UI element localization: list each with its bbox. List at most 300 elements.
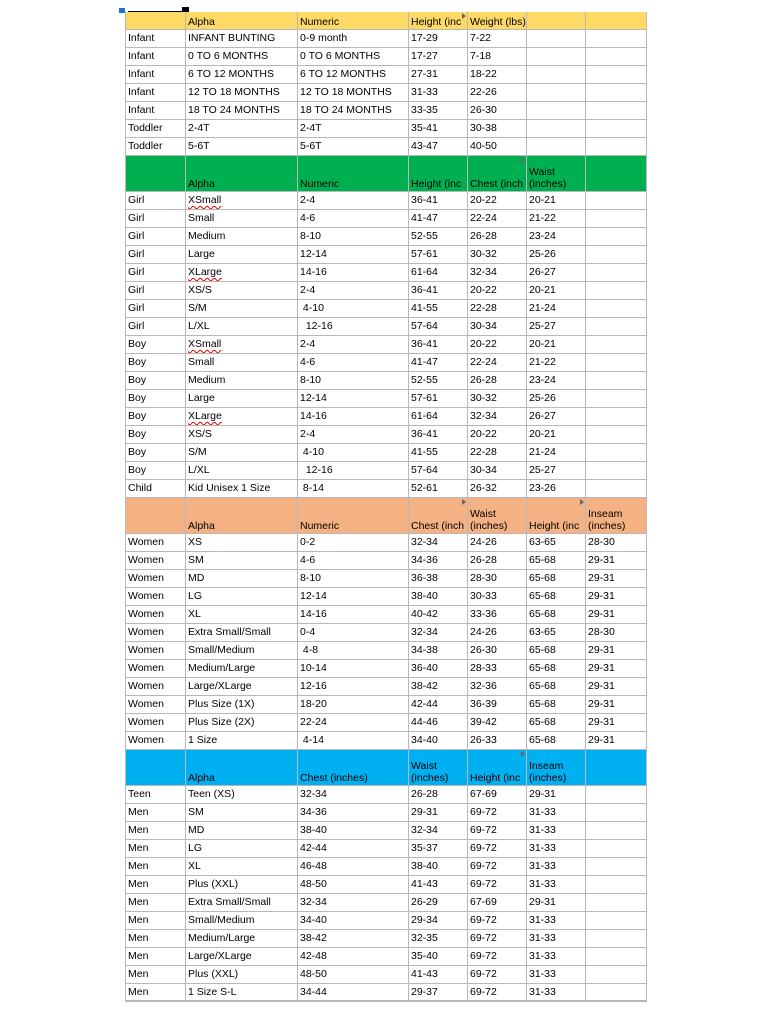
- table-cell[interactable]: [586, 426, 647, 444]
- table-cell[interactable]: XL: [186, 606, 298, 624]
- table-cell[interactable]: 12-16: [298, 462, 409, 480]
- table-cell[interactable]: 69-72: [468, 804, 527, 822]
- table-cell[interactable]: 52-61: [409, 480, 468, 498]
- table-cell[interactable]: 8-10: [298, 228, 409, 246]
- table-cell[interactable]: 42-48: [298, 948, 409, 966]
- table-cell[interactable]: 26-28: [468, 552, 527, 570]
- table-cell[interactable]: 41-43: [409, 966, 468, 984]
- table-cell[interactable]: Teen (XS): [186, 786, 298, 804]
- table-cell[interactable]: XLarge: [186, 264, 298, 282]
- table-cell[interactable]: 31-33: [527, 930, 586, 948]
- table-cell[interactable]: Infant: [125, 84, 186, 102]
- table-cell[interactable]: 2-4T: [186, 120, 298, 138]
- table-cell[interactable]: 20-22: [468, 282, 527, 300]
- table-cell[interactable]: 23-24: [527, 228, 586, 246]
- table-cell[interactable]: 32-34: [409, 822, 468, 840]
- table-cell[interactable]: 24-26: [468, 534, 527, 552]
- table-cell[interactable]: [586, 30, 647, 48]
- table-cell[interactable]: 26-28: [468, 228, 527, 246]
- table-cell[interactable]: 61-64: [409, 408, 468, 426]
- table-cell[interactable]: 34-44: [298, 984, 409, 1002]
- header-cell[interactable]: Waist (inches): [409, 750, 468, 786]
- table-cell[interactable]: 40-50: [468, 138, 527, 156]
- table-cell[interactable]: Men: [125, 948, 186, 966]
- table-cell[interactable]: 26-30: [468, 642, 527, 660]
- table-cell[interactable]: 69-72: [468, 822, 527, 840]
- table-cell[interactable]: Men: [125, 894, 186, 912]
- table-cell[interactable]: 32-34: [409, 534, 468, 552]
- table-cell[interactable]: [586, 786, 647, 804]
- table-cell[interactable]: 29-31: [586, 678, 647, 696]
- table-cell[interactable]: [586, 84, 647, 102]
- table-cell[interactable]: 17-27: [409, 48, 468, 66]
- table-cell[interactable]: 1 Size: [186, 732, 298, 750]
- table-cell[interactable]: Toddler: [125, 138, 186, 156]
- table-cell[interactable]: 2-4: [298, 336, 409, 354]
- table-cell[interactable]: Small/Medium: [186, 642, 298, 660]
- table-cell[interactable]: 31-33: [527, 876, 586, 894]
- header-cell[interactable]: Numeric: [298, 156, 409, 192]
- table-cell[interactable]: 38-42: [409, 678, 468, 696]
- table-cell[interactable]: [586, 246, 647, 264]
- table-cell[interactable]: 65-68: [527, 660, 586, 678]
- table-cell[interactable]: 0 TO 6 MONTHS: [186, 48, 298, 66]
- header-cell[interactable]: Inseam (inches): [527, 750, 586, 786]
- table-cell[interactable]: [527, 84, 586, 102]
- table-cell[interactable]: 23-24: [527, 372, 586, 390]
- table-cell[interactable]: 12-14: [298, 390, 409, 408]
- header-cell[interactable]: Height (inc: [409, 156, 468, 192]
- header-cell[interactable]: Alpha: [186, 750, 298, 786]
- table-cell[interactable]: 29-31: [586, 570, 647, 588]
- table-cell[interactable]: 69-72: [468, 858, 527, 876]
- table-cell[interactable]: 34-40: [298, 912, 409, 930]
- table-cell[interactable]: 65-68: [527, 642, 586, 660]
- table-cell[interactable]: 20-22: [468, 336, 527, 354]
- table-cell[interactable]: [586, 480, 647, 498]
- table-cell[interactable]: [586, 354, 647, 372]
- table-cell[interactable]: 26-28: [468, 372, 527, 390]
- table-cell[interactable]: MD: [186, 570, 298, 588]
- table-cell[interactable]: Girl: [125, 228, 186, 246]
- table-cell[interactable]: [586, 408, 647, 426]
- table-cell[interactable]: 5-6T: [186, 138, 298, 156]
- table-cell[interactable]: Plus (XXL): [186, 966, 298, 984]
- table-cell[interactable]: 38-42: [298, 930, 409, 948]
- table-cell[interactable]: Plus (XXL): [186, 876, 298, 894]
- table-cell[interactable]: 22-24: [468, 210, 527, 228]
- table-cell[interactable]: 1 Size S-L: [186, 984, 298, 1002]
- table-cell[interactable]: Men: [125, 984, 186, 1002]
- table-cell[interactable]: Medium/Large: [186, 930, 298, 948]
- table-cell[interactable]: Boy: [125, 390, 186, 408]
- table-cell[interactable]: 4-6: [298, 210, 409, 228]
- table-cell[interactable]: 57-64: [409, 462, 468, 480]
- table-cell[interactable]: 25-27: [527, 318, 586, 336]
- table-cell[interactable]: [586, 390, 647, 408]
- table-cell[interactable]: 32-34: [298, 786, 409, 804]
- table-cell[interactable]: 41-47: [409, 354, 468, 372]
- table-cell[interactable]: 65-68: [527, 588, 586, 606]
- table-cell[interactable]: XS/S: [186, 282, 298, 300]
- table-cell[interactable]: 7-18: [468, 48, 527, 66]
- table-cell[interactable]: 42-44: [409, 696, 468, 714]
- table-cell[interactable]: 18 TO 24 MONTHS: [298, 102, 409, 120]
- table-cell[interactable]: Boy: [125, 408, 186, 426]
- table-cell[interactable]: 63-65: [527, 534, 586, 552]
- table-cell[interactable]: 69-72: [468, 966, 527, 984]
- table-cell[interactable]: 0-9 month: [298, 30, 409, 48]
- table-cell[interactable]: 65-68: [527, 732, 586, 750]
- table-cell[interactable]: Boy: [125, 354, 186, 372]
- table-cell[interactable]: 28-30: [586, 624, 647, 642]
- table-cell[interactable]: 14-16: [298, 408, 409, 426]
- table-cell[interactable]: Teen: [125, 786, 186, 804]
- table-cell[interactable]: Boy: [125, 336, 186, 354]
- table-cell[interactable]: Men: [125, 966, 186, 984]
- table-cell[interactable]: 41-55: [409, 444, 468, 462]
- table-cell[interactable]: 0-4: [298, 624, 409, 642]
- table-cell[interactable]: 52-55: [409, 228, 468, 246]
- table-cell[interactable]: 29-31: [409, 804, 468, 822]
- table-cell[interactable]: 33-36: [468, 606, 527, 624]
- table-cell[interactable]: 65-68: [527, 552, 586, 570]
- table-cell[interactable]: 25-26: [527, 246, 586, 264]
- table-cell[interactable]: 21-22: [527, 354, 586, 372]
- table-cell[interactable]: 5-6T: [298, 138, 409, 156]
- table-cell[interactable]: Large/XLarge: [186, 948, 298, 966]
- table-cell[interactable]: 35-37: [409, 840, 468, 858]
- table-cell[interactable]: Medium: [186, 372, 298, 390]
- table-cell[interactable]: [586, 192, 647, 210]
- table-cell[interactable]: 65-68: [527, 570, 586, 588]
- table-cell[interactable]: L/XL: [186, 462, 298, 480]
- table-cell[interactable]: [586, 210, 647, 228]
- table-cell[interactable]: 12 TO 18 MONTHS: [186, 84, 298, 102]
- table-cell[interactable]: 25-27: [527, 462, 586, 480]
- table-cell[interactable]: Women: [125, 624, 186, 642]
- table-cell[interactable]: [586, 894, 647, 912]
- table-cell[interactable]: 20-21: [527, 336, 586, 354]
- table-cell[interactable]: [586, 372, 647, 390]
- table-cell[interactable]: 52-55: [409, 372, 468, 390]
- table-cell[interactable]: [586, 840, 647, 858]
- table-cell[interactable]: SM: [186, 804, 298, 822]
- table-cell[interactable]: 30-38: [468, 120, 527, 138]
- table-cell[interactable]: 12-14: [298, 588, 409, 606]
- table-cell[interactable]: 69-72: [468, 948, 527, 966]
- table-cell[interactable]: 31-33: [527, 984, 586, 1002]
- table-cell[interactable]: 29-31: [586, 606, 647, 624]
- table-cell[interactable]: 34-38: [409, 642, 468, 660]
- table-cell[interactable]: 10-14: [298, 660, 409, 678]
- table-cell[interactable]: Men: [125, 858, 186, 876]
- table-cell[interactable]: 38-40: [409, 858, 468, 876]
- table-cell[interactable]: 4-10: [298, 444, 409, 462]
- table-cell[interactable]: [527, 120, 586, 138]
- table-cell[interactable]: 69-72: [468, 840, 527, 858]
- table-cell[interactable]: 2-4: [298, 192, 409, 210]
- table-cell[interactable]: 25-26: [527, 390, 586, 408]
- table-cell[interactable]: Small: [186, 354, 298, 372]
- table-cell[interactable]: Women: [125, 570, 186, 588]
- table-cell[interactable]: 67-69: [468, 786, 527, 804]
- table-cell[interactable]: [586, 876, 647, 894]
- table-cell[interactable]: [586, 822, 647, 840]
- table-cell[interactable]: 28-30: [586, 534, 647, 552]
- table-cell[interactable]: 26-29: [409, 894, 468, 912]
- table-cell[interactable]: [586, 138, 647, 156]
- table-cell[interactable]: 20-21: [527, 192, 586, 210]
- table-cell[interactable]: Toddler: [125, 120, 186, 138]
- table-cell[interactable]: Women: [125, 534, 186, 552]
- table-cell[interactable]: [527, 138, 586, 156]
- table-cell[interactable]: 8-10: [298, 372, 409, 390]
- table-cell[interactable]: 21-24: [527, 444, 586, 462]
- header-cell[interactable]: [125, 156, 186, 192]
- table-cell[interactable]: 20-22: [468, 192, 527, 210]
- table-cell[interactable]: 27-31: [409, 66, 468, 84]
- table-cell[interactable]: 65-68: [527, 606, 586, 624]
- table-cell[interactable]: 46-48: [298, 858, 409, 876]
- table-cell[interactable]: Boy: [125, 444, 186, 462]
- table-cell[interactable]: 69-72: [468, 984, 527, 1002]
- table-cell[interactable]: 29-31: [586, 642, 647, 660]
- table-cell[interactable]: 29-31: [586, 714, 647, 732]
- table-cell[interactable]: XSmall: [186, 336, 298, 354]
- table-cell[interactable]: 29-31: [586, 588, 647, 606]
- header-cell[interactable]: Alpha: [186, 156, 298, 192]
- table-cell[interactable]: Men: [125, 930, 186, 948]
- table-cell[interactable]: 67-69: [468, 894, 527, 912]
- table-cell[interactable]: 36-41: [409, 426, 468, 444]
- table-cell[interactable]: Child: [125, 480, 186, 498]
- table-cell[interactable]: 41-47: [409, 210, 468, 228]
- table-cell[interactable]: 2-4T: [298, 120, 409, 138]
- table-cell[interactable]: 18-22: [468, 66, 527, 84]
- table-cell[interactable]: Boy: [125, 426, 186, 444]
- table-cell[interactable]: 34-40: [409, 732, 468, 750]
- table-cell[interactable]: 32-36: [468, 678, 527, 696]
- table-cell[interactable]: 57-64: [409, 318, 468, 336]
- table-cell[interactable]: 12 TO 18 MONTHS: [298, 84, 409, 102]
- table-cell[interactable]: 7-22: [468, 30, 527, 48]
- table-cell[interactable]: Infant: [125, 48, 186, 66]
- table-cell[interactable]: 48-50: [298, 966, 409, 984]
- header-cell[interactable]: Height (inc: [409, 12, 468, 30]
- header-cell[interactable]: Waist (inches): [468, 498, 527, 534]
- table-cell[interactable]: 29-37: [409, 984, 468, 1002]
- table-cell[interactable]: 33-35: [409, 102, 468, 120]
- table-cell[interactable]: [586, 966, 647, 984]
- table-cell[interactable]: 31-33: [527, 822, 586, 840]
- table-cell[interactable]: Women: [125, 642, 186, 660]
- table-cell[interactable]: XLarge: [186, 408, 298, 426]
- table-cell[interactable]: Plus Size (1X): [186, 696, 298, 714]
- table-cell[interactable]: 26-32: [468, 480, 527, 498]
- table-cell[interactable]: Infant: [125, 66, 186, 84]
- header-cell[interactable]: Inseam (inches): [586, 498, 647, 534]
- table-cell[interactable]: Girl: [125, 282, 186, 300]
- table-cell[interactable]: Plus Size (2X): [186, 714, 298, 732]
- table-cell[interactable]: 2-4: [298, 282, 409, 300]
- header-cell[interactable]: Numeric: [298, 498, 409, 534]
- table-cell[interactable]: 31-33: [527, 966, 586, 984]
- table-cell[interactable]: 26-27: [527, 264, 586, 282]
- table-cell[interactable]: Women: [125, 588, 186, 606]
- table-cell[interactable]: SM: [186, 552, 298, 570]
- table-cell[interactable]: 36-41: [409, 336, 468, 354]
- table-cell[interactable]: 31-33: [527, 948, 586, 966]
- table-cell[interactable]: 29-34: [409, 912, 468, 930]
- table-cell[interactable]: Women: [125, 696, 186, 714]
- table-cell[interactable]: 18 TO 24 MONTHS: [186, 102, 298, 120]
- table-cell[interactable]: 14-16: [298, 606, 409, 624]
- table-cell[interactable]: 28-33: [468, 660, 527, 678]
- table-cell[interactable]: 69-72: [468, 912, 527, 930]
- table-cell[interactable]: 31-33: [409, 84, 468, 102]
- table-cell[interactable]: [586, 318, 647, 336]
- table-cell[interactable]: Girl: [125, 318, 186, 336]
- table-cell[interactable]: [586, 48, 647, 66]
- table-cell[interactable]: Men: [125, 876, 186, 894]
- table-cell[interactable]: 30-32: [468, 246, 527, 264]
- table-cell[interactable]: [586, 120, 647, 138]
- header-cell[interactable]: Chest (inch: [409, 498, 468, 534]
- header-cell[interactable]: [125, 12, 186, 30]
- table-cell[interactable]: Girl: [125, 300, 186, 318]
- table-cell[interactable]: 36-40: [409, 660, 468, 678]
- table-cell[interactable]: [527, 66, 586, 84]
- header-cell[interactable]: Weight (lbs): [468, 12, 527, 30]
- table-cell[interactable]: 31-33: [527, 804, 586, 822]
- table-cell[interactable]: 21-22: [527, 210, 586, 228]
- table-cell[interactable]: [586, 264, 647, 282]
- table-cell[interactable]: 26-27: [527, 408, 586, 426]
- table-cell[interactable]: XL: [186, 858, 298, 876]
- table-cell[interactable]: [586, 228, 647, 246]
- table-cell[interactable]: Large: [186, 390, 298, 408]
- table-cell[interactable]: Large: [186, 246, 298, 264]
- table-cell[interactable]: 22-26: [468, 84, 527, 102]
- header-cell[interactable]: [586, 12, 647, 30]
- table-cell[interactable]: 32-34: [468, 264, 527, 282]
- header-cell[interactable]: [125, 498, 186, 534]
- table-cell[interactable]: Women: [125, 714, 186, 732]
- table-cell[interactable]: 12-16: [298, 318, 409, 336]
- table-cell[interactable]: 6 TO 12 MONTHS: [298, 66, 409, 84]
- table-cell[interactable]: 32-34: [468, 408, 527, 426]
- table-cell[interactable]: [586, 912, 647, 930]
- table-cell[interactable]: 26-30: [468, 102, 527, 120]
- table-cell[interactable]: Extra Small/Small: [186, 894, 298, 912]
- table-cell[interactable]: [586, 804, 647, 822]
- table-cell[interactable]: 38-40: [298, 822, 409, 840]
- table-cell[interactable]: Medium: [186, 228, 298, 246]
- table-cell[interactable]: Medium/Large: [186, 660, 298, 678]
- header-cell[interactable]: Chest (inch: [468, 156, 527, 192]
- table-cell[interactable]: Girl: [125, 246, 186, 264]
- table-cell[interactable]: S/M: [186, 444, 298, 462]
- table-cell[interactable]: 14-16: [298, 264, 409, 282]
- table-cell[interactable]: Men: [125, 822, 186, 840]
- table-cell[interactable]: 35-41: [409, 120, 468, 138]
- table-cell[interactable]: [586, 462, 647, 480]
- table-cell[interactable]: 63-65: [527, 624, 586, 642]
- table-cell[interactable]: LG: [186, 588, 298, 606]
- table-cell[interactable]: 0-2: [298, 534, 409, 552]
- table-cell[interactable]: 29-31: [586, 552, 647, 570]
- table-cell[interactable]: 32-34: [409, 624, 468, 642]
- table-cell[interactable]: 36-41: [409, 192, 468, 210]
- table-cell[interactable]: 4-8: [298, 642, 409, 660]
- table-cell[interactable]: 29-31: [586, 660, 647, 678]
- header-cell[interactable]: [586, 156, 647, 192]
- table-cell[interactable]: 23-26: [527, 480, 586, 498]
- table-cell[interactable]: 24-26: [468, 624, 527, 642]
- table-cell[interactable]: Boy: [125, 372, 186, 390]
- table-cell[interactable]: 31-33: [527, 840, 586, 858]
- table-cell[interactable]: [586, 66, 647, 84]
- table-cell[interactable]: 29-31: [586, 732, 647, 750]
- table-cell[interactable]: Men: [125, 804, 186, 822]
- table-cell[interactable]: Girl: [125, 192, 186, 210]
- table-cell[interactable]: 28-30: [468, 570, 527, 588]
- table-cell[interactable]: 12-14: [298, 246, 409, 264]
- table-cell[interactable]: Boy: [125, 462, 186, 480]
- table-cell[interactable]: 22-28: [468, 444, 527, 462]
- table-cell[interactable]: 29-31: [586, 696, 647, 714]
- table-cell[interactable]: [527, 30, 586, 48]
- table-cell[interactable]: [586, 444, 647, 462]
- table-cell[interactable]: 48-50: [298, 876, 409, 894]
- table-cell[interactable]: Women: [125, 606, 186, 624]
- table-cell[interactable]: 61-64: [409, 264, 468, 282]
- table-cell[interactable]: Girl: [125, 264, 186, 282]
- table-cell[interactable]: Large/XLarge: [186, 678, 298, 696]
- table-cell[interactable]: 32-34: [298, 894, 409, 912]
- table-cell[interactable]: INFANT BUNTING: [186, 30, 298, 48]
- table-cell[interactable]: [586, 930, 647, 948]
- table-cell[interactable]: 26-28: [409, 786, 468, 804]
- table-cell[interactable]: [586, 858, 647, 876]
- table-cell[interactable]: Women: [125, 660, 186, 678]
- header-cell[interactable]: Waist (inches): [527, 156, 586, 192]
- table-cell[interactable]: Men: [125, 912, 186, 930]
- header-cell[interactable]: Height (inc: [468, 750, 527, 786]
- table-cell[interactable]: Kid Unisex 1 Size: [186, 480, 298, 498]
- table-cell[interactable]: 20-21: [527, 282, 586, 300]
- table-cell[interactable]: 42-44: [298, 840, 409, 858]
- table-cell[interactable]: [527, 102, 586, 120]
- table-cell[interactable]: 30-33: [468, 588, 527, 606]
- table-cell[interactable]: 17-29: [409, 30, 468, 48]
- table-cell[interactable]: 65-68: [527, 696, 586, 714]
- header-cell[interactable]: Alpha: [186, 498, 298, 534]
- table-cell[interactable]: 41-55: [409, 300, 468, 318]
- table-cell[interactable]: 41-43: [409, 876, 468, 894]
- header-cell[interactable]: [586, 750, 647, 786]
- table-cell[interactable]: 30-34: [468, 462, 527, 480]
- table-cell[interactable]: Small/Medium: [186, 912, 298, 930]
- table-cell[interactable]: 0 TO 6 MONTHS: [298, 48, 409, 66]
- table-cell[interactable]: 69-72: [468, 876, 527, 894]
- table-cell[interactable]: XSmall: [186, 192, 298, 210]
- table-cell[interactable]: 12-16: [298, 678, 409, 696]
- table-cell[interactable]: XS/S: [186, 426, 298, 444]
- table-cell[interactable]: 44-46: [409, 714, 468, 732]
- table-cell[interactable]: 4-14: [298, 732, 409, 750]
